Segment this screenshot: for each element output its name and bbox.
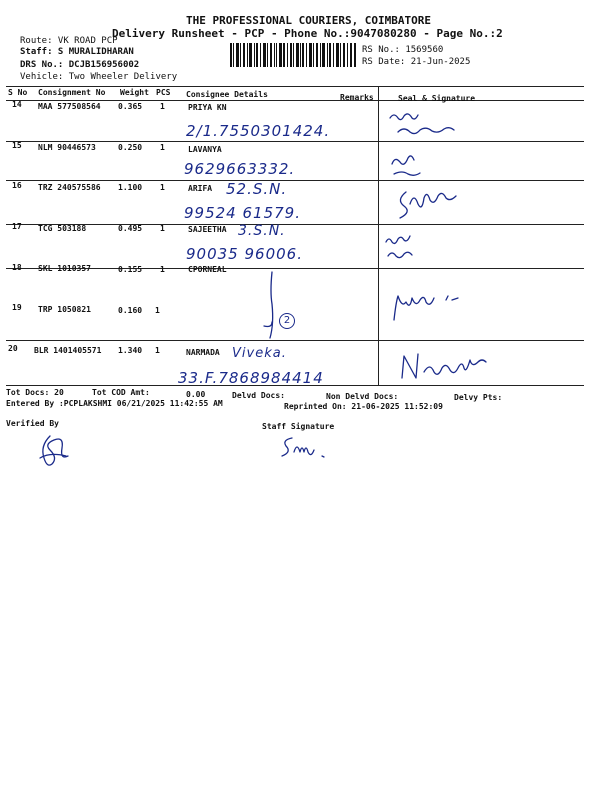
barcode — [230, 43, 356, 67]
signature-scribble — [388, 150, 438, 180]
signature-scribble — [396, 188, 476, 222]
row-consignee: SAJEETHA — [188, 225, 227, 234]
non-delivered-docs-label: Non Delvd Docs: — [326, 392, 399, 401]
row-weight: 0.495 — [118, 224, 143, 233]
row-consignee: CPORNEAL — [188, 265, 227, 274]
col-header-remarks: Remarks — [340, 93, 374, 102]
rs-date: RS Date: 21-Jun-2025 — [362, 57, 471, 67]
staff-label: Staff: S MURALIDHARAN — [20, 47, 134, 57]
row-consignment: TRZ 240575586 — [38, 183, 101, 192]
row-pcs: 1 — [160, 265, 165, 274]
row-weight: 1.340 — [118, 346, 143, 355]
col-header-consignment: Consignment No — [38, 88, 106, 97]
row-weight: 0.160 — [118, 306, 143, 315]
signature-scribble — [388, 108, 478, 138]
entered-by: Entered By :PCPLAKSHMI 06/21/2025 11:42:55 AM — [6, 399, 223, 408]
row-divider — [6, 224, 584, 225]
barcode-graphic — [230, 43, 356, 67]
handwritten-note: 3.S.N. — [238, 223, 286, 239]
route-label: Route: VK ROAD PCP — [20, 36, 118, 46]
row-pcs: 1 — [160, 102, 165, 111]
signature-scribble — [390, 290, 480, 324]
handwritten-note: 99524 61579. — [184, 204, 301, 222]
delivery-points-label: Delvy Pts: — [454, 393, 503, 402]
signature-scribble — [400, 352, 520, 382]
row-weight: 1.100 — [118, 183, 143, 192]
drs-number: DRS No.: DCJB156956002 — [20, 60, 140, 70]
row-pcs: 1 — [160, 143, 165, 152]
reprinted-on: Reprinted On: 21-06-2025 11:52:09 — [284, 402, 443, 411]
total-cod-label: Tot COD Amt: — [92, 388, 150, 397]
vehicle-label: Vehicle: Two Wheeler Delivery — [20, 72, 178, 82]
col-header-seal-signature: Seal & Signature — [398, 94, 476, 103]
row-divider — [6, 180, 584, 181]
row-sno: 19 — [12, 303, 22, 312]
handwritten-note: 9629663332. — [184, 160, 296, 178]
row-consignment: NLM 90446573 — [38, 143, 96, 152]
row-consignee: NARMADA — [186, 348, 220, 357]
row-sno: 14 — [12, 100, 22, 109]
row-consignment: BLR 1401405571 — [34, 346, 102, 355]
handwritten-note: 2/1.7550301424. — [186, 122, 331, 140]
runsheet-title: Delivery Runsheet - PCP - Phone No.:9047080280 - Page No.:2 — [112, 27, 503, 40]
col-header-pcs: PCS — [156, 88, 171, 97]
row-consignment: SKL 1010357 — [38, 264, 91, 273]
signature-scribble — [384, 230, 434, 262]
handwritten-note: 33.F.7868984414 — [178, 369, 324, 387]
row-consignee: ARIFA — [188, 184, 213, 193]
handwritten-note: Viveka. — [232, 346, 287, 361]
table-top-rule — [6, 86, 584, 87]
handwritten-note: 52.S.N. — [226, 180, 288, 198]
row-consignment: MAA 577508564 — [38, 102, 101, 111]
company-title: THE PROFESSIONAL COURIERS, COIMBATORE — [186, 14, 432, 27]
rs-number: RS No.: 1569560 — [362, 45, 444, 55]
row-pcs: 1 — [160, 224, 165, 233]
verified-by-label: Verified By — [6, 419, 59, 428]
row-pcs: 1 — [155, 346, 160, 355]
col-header-consignee: Consignee Details — [186, 90, 268, 99]
row-consignee: LAVANYA — [188, 145, 222, 154]
row-divider — [6, 340, 584, 341]
row-divider — [6, 268, 584, 269]
delivered-docs-label: Delvd Docs: — [232, 391, 285, 400]
verifier-signature — [36, 432, 76, 474]
table-header-rule — [6, 100, 584, 101]
handwritten-note: 90035 96006. — [186, 245, 303, 263]
col-header-sno: S No — [8, 88, 28, 97]
row-weight: 0.365 — [118, 102, 143, 111]
staff-signature-label: Staff Signature — [262, 422, 335, 431]
row-divider — [6, 141, 584, 142]
row-sno: 17 — [12, 222, 22, 231]
row-sno: 15 — [12, 141, 22, 150]
row-pcs: 1 — [160, 183, 165, 192]
row-sno: 20 — [8, 344, 18, 353]
total-docs: Tot Docs: 20 — [6, 388, 64, 397]
row-weight: 0.155 — [118, 265, 143, 274]
row-consignee: PRIYA KN — [188, 103, 227, 112]
row-pcs: 1 — [155, 306, 160, 315]
row-consignment: TCG 503188 — [38, 224, 87, 233]
row-sno: 18 — [12, 263, 22, 272]
col-header-weight: Weight — [120, 88, 149, 97]
row-weight: 0.250 — [118, 143, 143, 152]
total-cod-value: 0.00 — [186, 390, 206, 399]
circled-count: 2 — [279, 313, 295, 329]
row-sno: 16 — [12, 181, 22, 190]
row-consignment: TRP 1050821 — [38, 305, 91, 314]
signature-column-divider — [378, 86, 379, 385]
staff-signature — [280, 432, 330, 462]
bracket-mark — [262, 270, 282, 340]
